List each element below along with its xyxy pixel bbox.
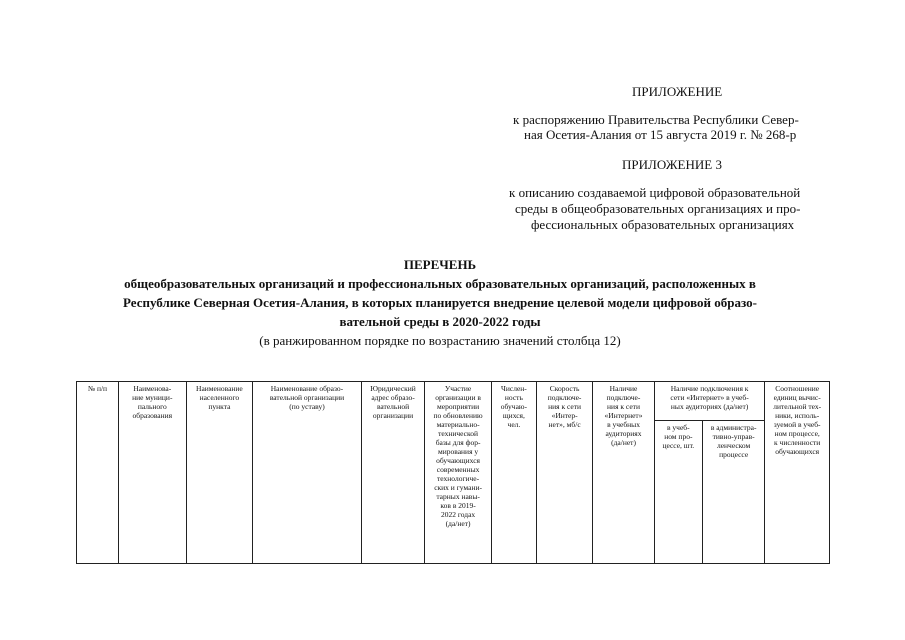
header-col-8: [536, 382, 592, 564]
organizations-table: [76, 381, 830, 564]
appendix-3-title: ПРИЛОЖЕНИЕ 3: [622, 157, 722, 172]
header-col-5: [361, 382, 425, 564]
header-col-12: [765, 382, 830, 564]
header-col-10-group-text: Наличие подключения к сети «Интернет» в учеб- ных аудиториях (да/нет): [670, 384, 749, 411]
header-col-10-group: [654, 382, 765, 421]
list-title-line-3: вательной среды в 2020-2022 годы: [339, 314, 541, 329]
list-title-line-2: Республике Северная Осетия-Алания, в которых планируется внедрение целевой модели цифровой образо-: [123, 295, 757, 310]
header-col-6: [425, 382, 492, 564]
header-col-6-text: Участие организации в мероприятии по обновлению материально- технической базы для фор- мирования у обучающихся современных технологиче- ских и гумани- тарных навы- ков в 2019- 2022 годах (да/нет): [433, 384, 483, 528]
header-col-10a-text: в учеб- ном про- цессе, шт.: [662, 423, 695, 450]
list-heading: ПЕРЕЧЕНЬ: [403, 257, 477, 272]
header-col-2-text: Наименова- ние муници- пального образования: [132, 384, 173, 420]
appendix-3-desc-line-2: среды в общеобразовательных организациях и про-: [515, 201, 801, 216]
header-col-9-text: Наличие подключе- ния к сети «Интернет» в учебных аудиториях (да/нет): [604, 384, 643, 447]
header-col-2: [119, 382, 187, 564]
header-col-10a: [654, 421, 702, 564]
appendix-title: ПРИЛОЖЕНИЕ: [632, 84, 723, 99]
header-col-8-text: Скорость подключе- ния к сети «Интер- нет», мб/с: [547, 384, 582, 429]
order-reference-line-2: ная Осетия-Алания от 15 августа 2019 г. № 268-р: [524, 127, 797, 142]
header-col-4: [253, 382, 362, 564]
ranking-note: (в ранжированном порядке по возрастанию значений столбца 12): [259, 333, 621, 348]
header-col-10b: [702, 421, 764, 564]
header-col-10b-text: в администра- тивно-управ- ленческом процессе: [710, 423, 757, 459]
appendix-3-desc-line-1: к описанию создаваемой цифровой образовательной: [509, 185, 801, 200]
header-col-3: [186, 382, 253, 564]
table-header-row: [77, 382, 830, 421]
header-col-5-text: Юридический адрес образо- вательной организации: [370, 384, 416, 420]
header-col-12-text: Соотношение единиц вычис- лительной тех- ники, исполь- зуемой в учеб- ном процессе, к численности обучающихся: [773, 384, 822, 456]
header-col-7: [491, 382, 536, 564]
header-col-7-text: Числен- ность обучаю- щихся, чел.: [500, 384, 528, 429]
order-reference-line-1: к распоряжению Правительства Республики Север-: [513, 112, 799, 127]
appendix-3-desc-line-3: фессиональных образовательных организациях: [531, 217, 795, 232]
header-col-4-text: Наименование образо- вательной организации (по уставу): [269, 384, 345, 411]
list-title-line-1: общеобразовательных организаций и профессиональных образовательных организаций, расположенных в: [124, 276, 756, 291]
header-col-9: [593, 382, 654, 564]
header-col-3-text: Наименование населенного пункта: [196, 384, 243, 411]
header-col-1-text: № п/п: [87, 384, 108, 393]
header-col-1: [77, 382, 119, 564]
